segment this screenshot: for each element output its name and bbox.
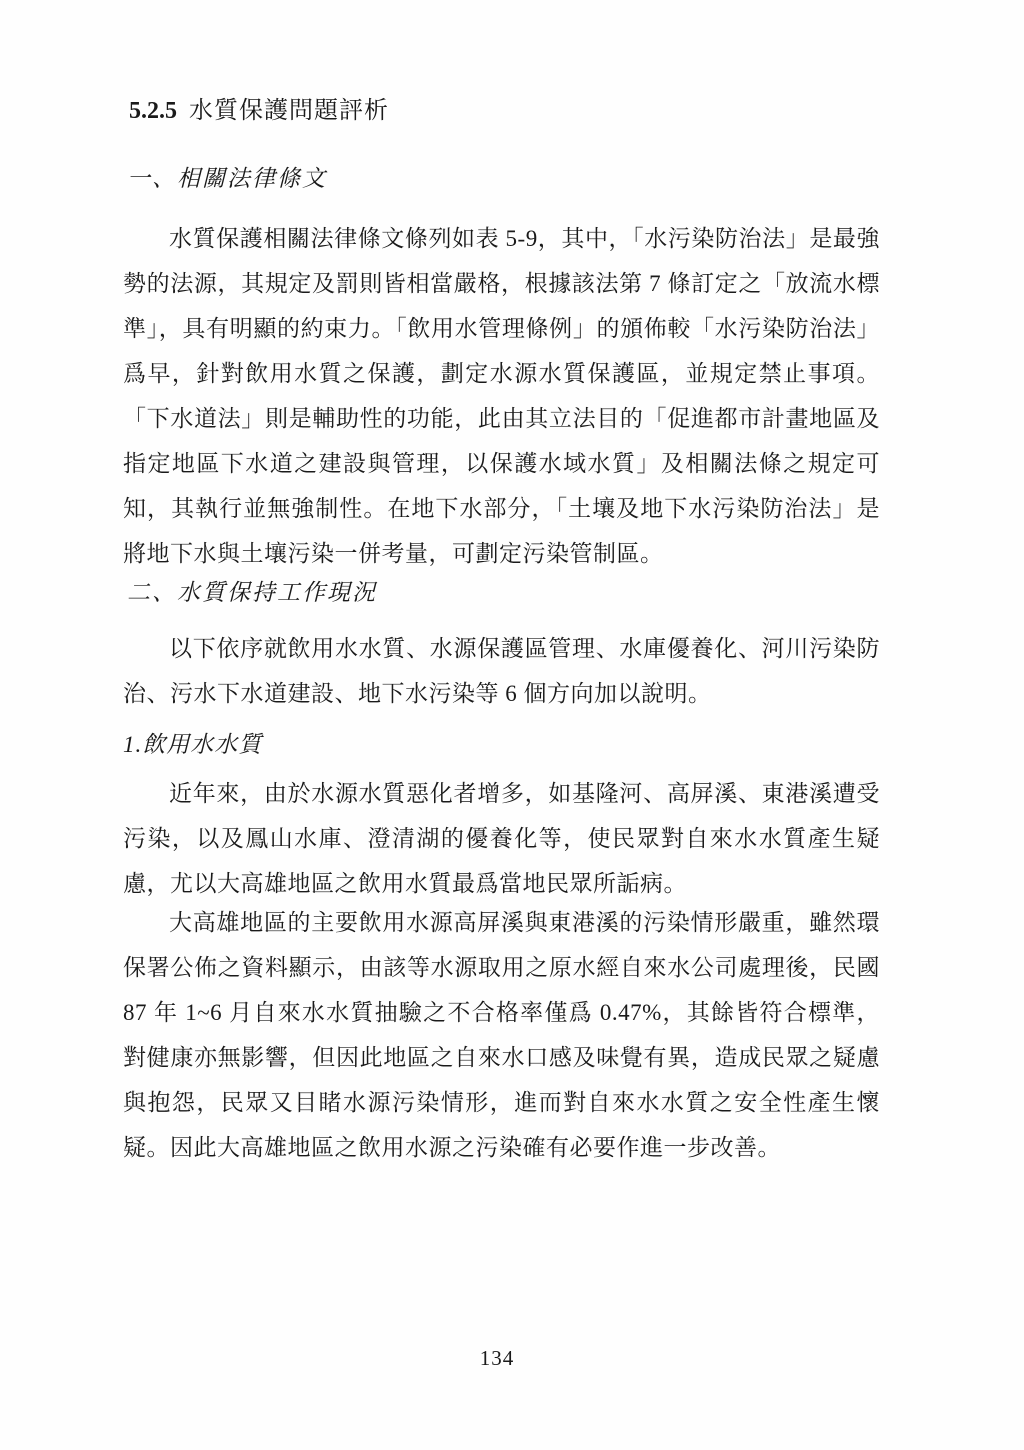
law-paragraph: 水質保護相關法律條文條列如表 5-9，其中，「水污染防治法」是最強勢的法源，其規定及罰則皆相當嚴格，根據該法第 7 條訂定之「放流水標準」，具有明顯的約束力。「飲用水管理條例」的頒佈較「水污染防治法」爲早，針對飲用水質之保護，劃定水源水質保護區，並規定禁止事項。「下水道法」則是輔助性的功能，此由其立法目的「促進都市計畫地區及指定地區下水道之建設與管理，以保護水域水質」及相關法條之規定可知，其執行並無強制性。在地下水部分，「土壤及地下水污染防治法」是將地下水與土壤污染一併考量，可劃定污染管制區。 xyxy=(123,226,880,566)
section-number: 5.2.5 xyxy=(129,98,177,124)
subsection-heading-status: 二、水質保持工作現況 xyxy=(127,580,377,605)
section-heading xyxy=(129,96,880,126)
page-content xyxy=(123,0,880,1170)
item-heading-drinking-water: 1.飲用水水質 xyxy=(123,732,263,757)
drinking-water-paragraph-2: 大高雄地區的主要飲用水源高屏溪與東港溪的污染情形嚴重，雖然環保署公佈之資料顯示，由該等水源取用之原水經自來水公司處理後，民國 87 年 1~6 月自來水水質抽驗之不合格率僅爲 0.47%，其餘皆符合標準，對健康亦無影響，但因此地區之自來水口感及味覺有異，造成民眾之疑慮與抱怨，民眾又目睹水源污染情形，進而對自來水水質之安全性產生懷疑。因此大高雄地區之飲用水源之污染確有必要作進一步改善。 xyxy=(123,910,880,1160)
status-intro-paragraph: 以下依序就飲用水水質、水源保護區管理、水庫優養化、河川污染防治、污水下水道建設、地下水污染等 6 個方向加以說明。 xyxy=(123,636,880,706)
drinking-water-paragraph-1: 近年來，由於水源水質惡化者增多，如基隆河、高屏溪、東港溪遭受污染，以及鳳山水庫、澄清湖的優養化等，使民眾對自來水水質產生疑慮，尤以大高雄地區之飲用水質最爲當地民眾所詬病。 xyxy=(123,781,880,896)
subsection-heading-law: 一、相關法律條文 xyxy=(127,166,327,191)
page-number: 134 xyxy=(479,1346,515,1370)
section-title: 水質保護問題評析 xyxy=(189,98,389,124)
